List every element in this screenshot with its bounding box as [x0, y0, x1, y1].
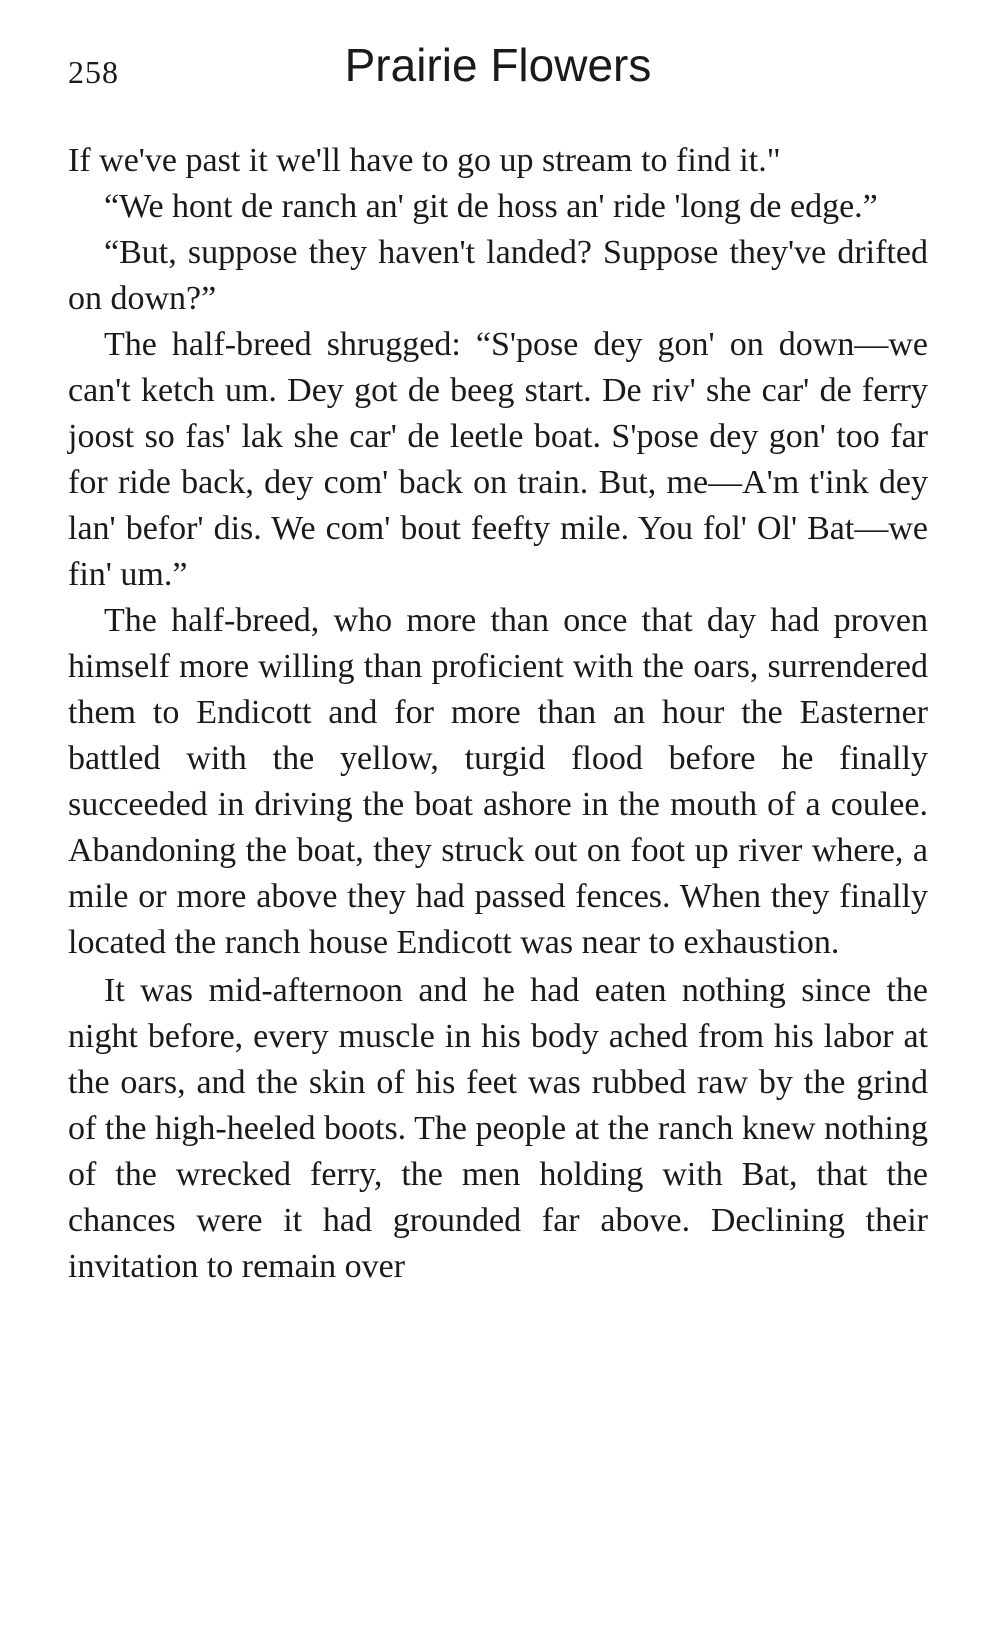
page-header	[68, 38, 928, 98]
page-number: 258	[68, 54, 119, 90]
paragraph: It was mid-afternoon and he had eaten nothing since the night before, every muscle in his body ached from his labor at the oars, and the skin of his feet was rubbed raw by the grind of the high-heeled boots. The people at the ranch knew nothing of the wrecked ferry, the men holding with Bat, that the chances were it had grounded far above. Declining their invitation to remain over	[68, 972, 928, 1285]
body-text	[68, 138, 928, 1290]
paragraph: “We hont de ranch an' git de hoss an' ride 'long de edge.”	[104, 188, 878, 225]
paragraph: The half-breed shrugged: “S'pose dey gon' on down—we can't ketch um. Dey got de beeg start. De riv' she car' de ferry joost so fas' lak she car' de leetle boat. S'pose dey gon' too far for ride back, dey com' back on train. But, me—A'm t'ink dey lan' befor' dis. We com' bout feefty mile. You fol' Ol' Bat—we fin' um.”	[68, 326, 928, 593]
paragraph-continued: If we've past it we'll have to go up stream to find it."	[68, 142, 781, 179]
running-title: Prairie Flowers	[344, 39, 652, 91]
paragraph: The half-breed, who more than once that day had proven himself more willing than proficient with the oars, surrendered them to Endicott and for more than an hour the Easterner battled with the yellow, turgid flood before he finally succeeded in driving the boat ashore in the mouth of a coulee. Abandoning the boat, they struck out on foot up river where, a mile or more above they had passed fences. When they finally located the ranch house Endicott was near to exhaustion.	[68, 602, 928, 961]
paragraph: “But, suppose they haven't landed? Suppose they've drifted on down?”	[68, 234, 928, 317]
